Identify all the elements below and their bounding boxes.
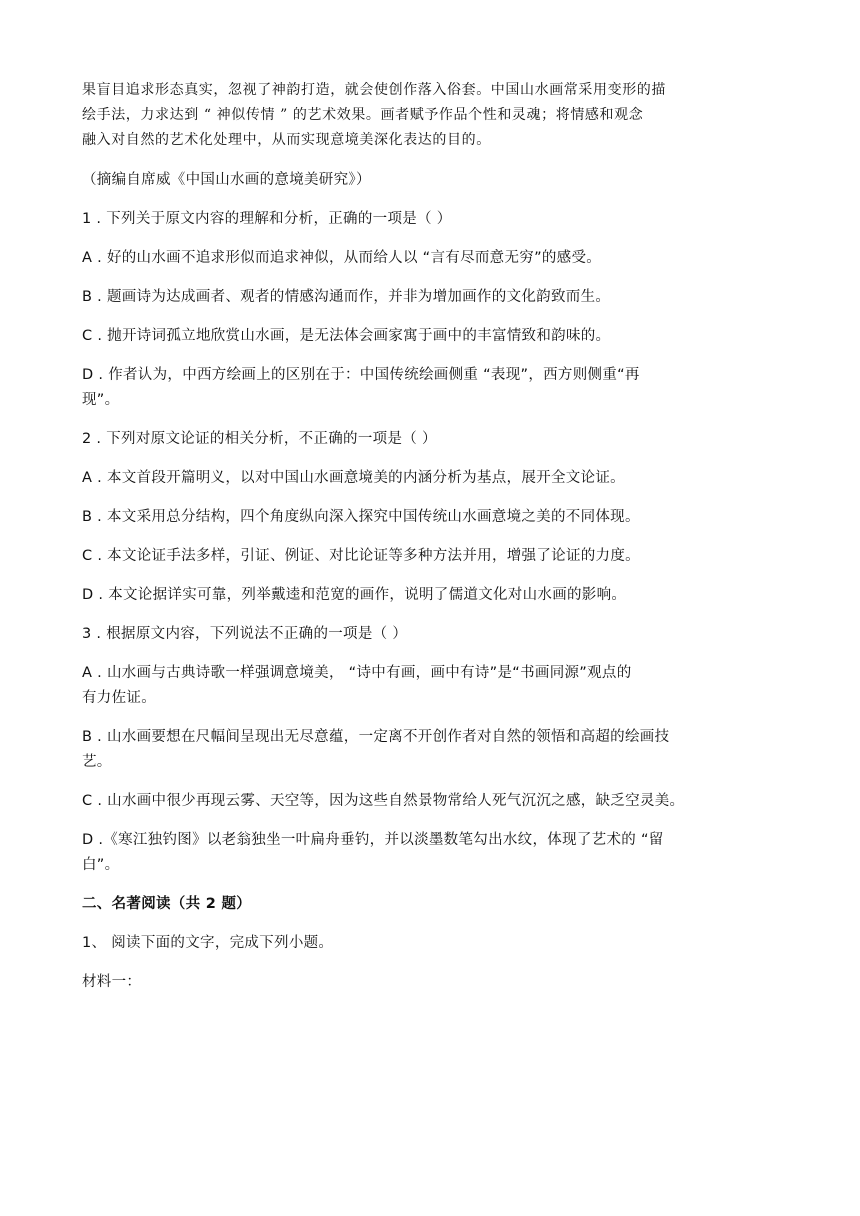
option-a-cont: 有力佐证。: [82, 690, 156, 706]
option-d-cont: 白”。: [82, 857, 120, 873]
intro-line: 绘手法，力求达到 “ 神似传情 ” 的艺术效果。画者赋予作品个性和灵魂；将情感和观念: [82, 107, 644, 123]
question-stem: 3 . 根据原文内容，下列说法不正确的一项是（ ）: [82, 626, 408, 642]
option-b-cont: 艺。: [82, 754, 112, 770]
document-page: [82, 78, 782, 995]
option-c: C . 本文论证手法多样，引证、例证、对比论证等多种方法并用，增强了论证的力度。: [82, 548, 640, 564]
option-c: C . 抛开诗词孤立地欣赏山水画，是无法体会画家寓于画中的丰富情致和韵味的。: [82, 328, 611, 344]
option-a: A . 山水画与古典诗歌一样强调意境美， “诗中有画，画中有诗”是“书画同源”观点的: [82, 665, 632, 681]
option-d: D .《寒江独钓图》以老翁独坐一叶扁舟垂钓，并以淡墨数笔勾出水纹，体现了艺术的 “留: [82, 832, 664, 848]
option-c: C . 山水画中很少再现云雾、天空等，因为这些自然景物常给人死气沉沉之感，缺乏空灵美。: [82, 793, 685, 809]
option-b: B . 题画诗为达成画者、观者的情感沟通而作，并非为增加画作的文化韵致而生。: [82, 289, 611, 305]
option-b: B . 本文采用总分结构，四个角度纵向深入探究中国传统山水画意境之美的不同体现。: [82, 509, 640, 525]
option-a: A . 好的山水画不追求形似而追求神似，从而给人以 “言有尽而意无穷”的感受。: [82, 250, 602, 266]
task-instruction: 1、 阅读下面的文字，完成下列小题。: [82, 935, 334, 951]
option-d: D . 作者认为，中西方绘画上的区别在于：中国传统绘画侧重 “表现”，西方则侧重“再: [82, 367, 640, 383]
intro-line: 果盲目追求形态真实，忽视了神韵打造，就会使创作落入俗套。中国山水画常采用变形的描: [82, 82, 666, 98]
source-citation: （摘编自席威《中国山水画的意境美研究》）: [82, 172, 371, 188]
question-stem: 1 . 下列关于原文内容的理解和分析，正确的一项是（ ）: [82, 211, 452, 227]
material-label: 材料一：: [82, 974, 142, 990]
section-heading: 二、名著阅读（共 2 题）: [82, 896, 252, 912]
option-b: B . 山水画要想在尺幅间呈现出无尽意蕴，一定离不开创作者对自然的领悟和高超的绘画技: [82, 729, 670, 745]
option-d: D . 本文论据详实可靠，列举戴逵和范宽的画作，说明了儒道文化对山水画的影响。: [82, 587, 627, 603]
intro-line: 融入对自然的艺术化处理中，从而实现意境美深化表达的目的。: [82, 132, 491, 148]
question-stem: 2 . 下列对原文论证的相关分析，不正确的一项是（ ）: [82, 431, 437, 447]
option-a: A . 本文首段开篇明义，以对中国山水画意境美的内涵分析为基点，展开全文论证。: [82, 470, 625, 486]
option-d-cont: 现”。: [82, 392, 120, 408]
